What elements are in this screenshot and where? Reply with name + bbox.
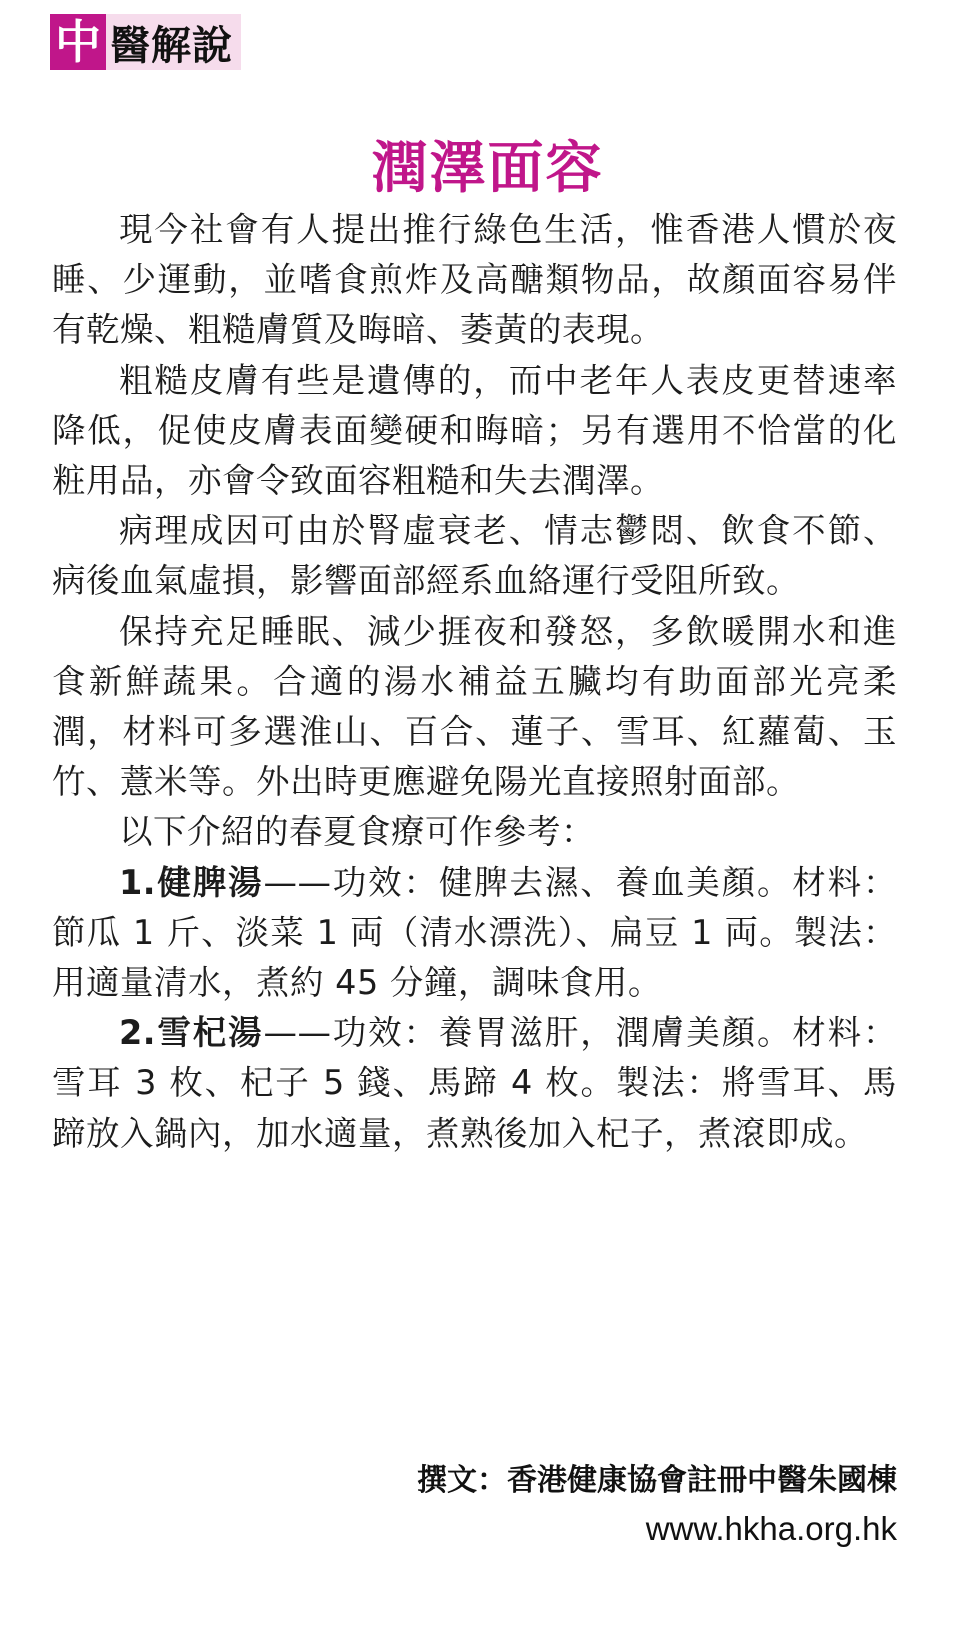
recipe-name: 2.雪杞湯 — [119, 1013, 264, 1053]
paragraph: 病理成因可由於腎虛衰老、情志鬱悶、飲食不節、病後血氣虛損，影響面部經系血絡運行受阻所致。 — [52, 511, 897, 601]
recipe-paragraph — [52, 1008, 897, 1159]
column-label: 醫解說 — [110, 22, 233, 69]
column-header — [50, 14, 241, 70]
recipe-name: 1.健脾湯 — [119, 862, 264, 902]
article-body — [52, 205, 897, 1159]
recipe-paragraph — [52, 858, 897, 1009]
column-badge: 中 — [50, 14, 106, 70]
paragraph: 保持充足睡眠、減少捱夜和發怒，多飲暖開水和進食新鮮蔬果。合適的湯水補益五臟均有助面部光亮柔潤，材料可多選淮山、百合、蓮子、雪耳、紅蘿蔔、玉竹、薏米等。外出時更應避免陽光直接照射面部。 — [52, 611, 897, 802]
recipe-text: ——功效：健脾去濕、養血美顏。材料：節瓜 1 斤、淡菜 1 両（清水漂洗）、扁豆 1 両。製法：用適量清水，煮約 45 分鐘，調味食用。 — [52, 862, 897, 1003]
paragraph: 以下介紹的春夏食療可作參考： — [119, 812, 595, 852]
paragraph: 現今社會有人提出推行綠色生活，惟香港人慣於夜睡、少運動，並嗜食煎炸及高醣類物品，故顏面容易伴有乾燥、粗糙膚質及晦暗、萎黃的表現。 — [52, 210, 897, 350]
recipe-text: ——功效：養胃滋肝，潤膚美顏。材料：雪耳 3 枚、杞子 5 錢、馬蹄 4 枚。製法：將雪耳、馬蹄放入鍋內，加水適量，煮熟後加入杞子，煮滾即成。 — [52, 1013, 897, 1153]
paragraph: 粗糙皮膚有些是遺傳的，而中老年人表皮更替速率降低，促使皮膚表面變硬和晦暗；另有選用不恰當的化粧用品，亦會令致面容粗糙和失去潤澤。 — [52, 360, 897, 501]
website-url: www.hkha.org.hk — [645, 1510, 897, 1547]
author-signature: 撰文：香港健康協會註冊中醫朱國棟 — [417, 1463, 897, 1498]
article-title: 潤澤面容 — [371, 136, 604, 201]
